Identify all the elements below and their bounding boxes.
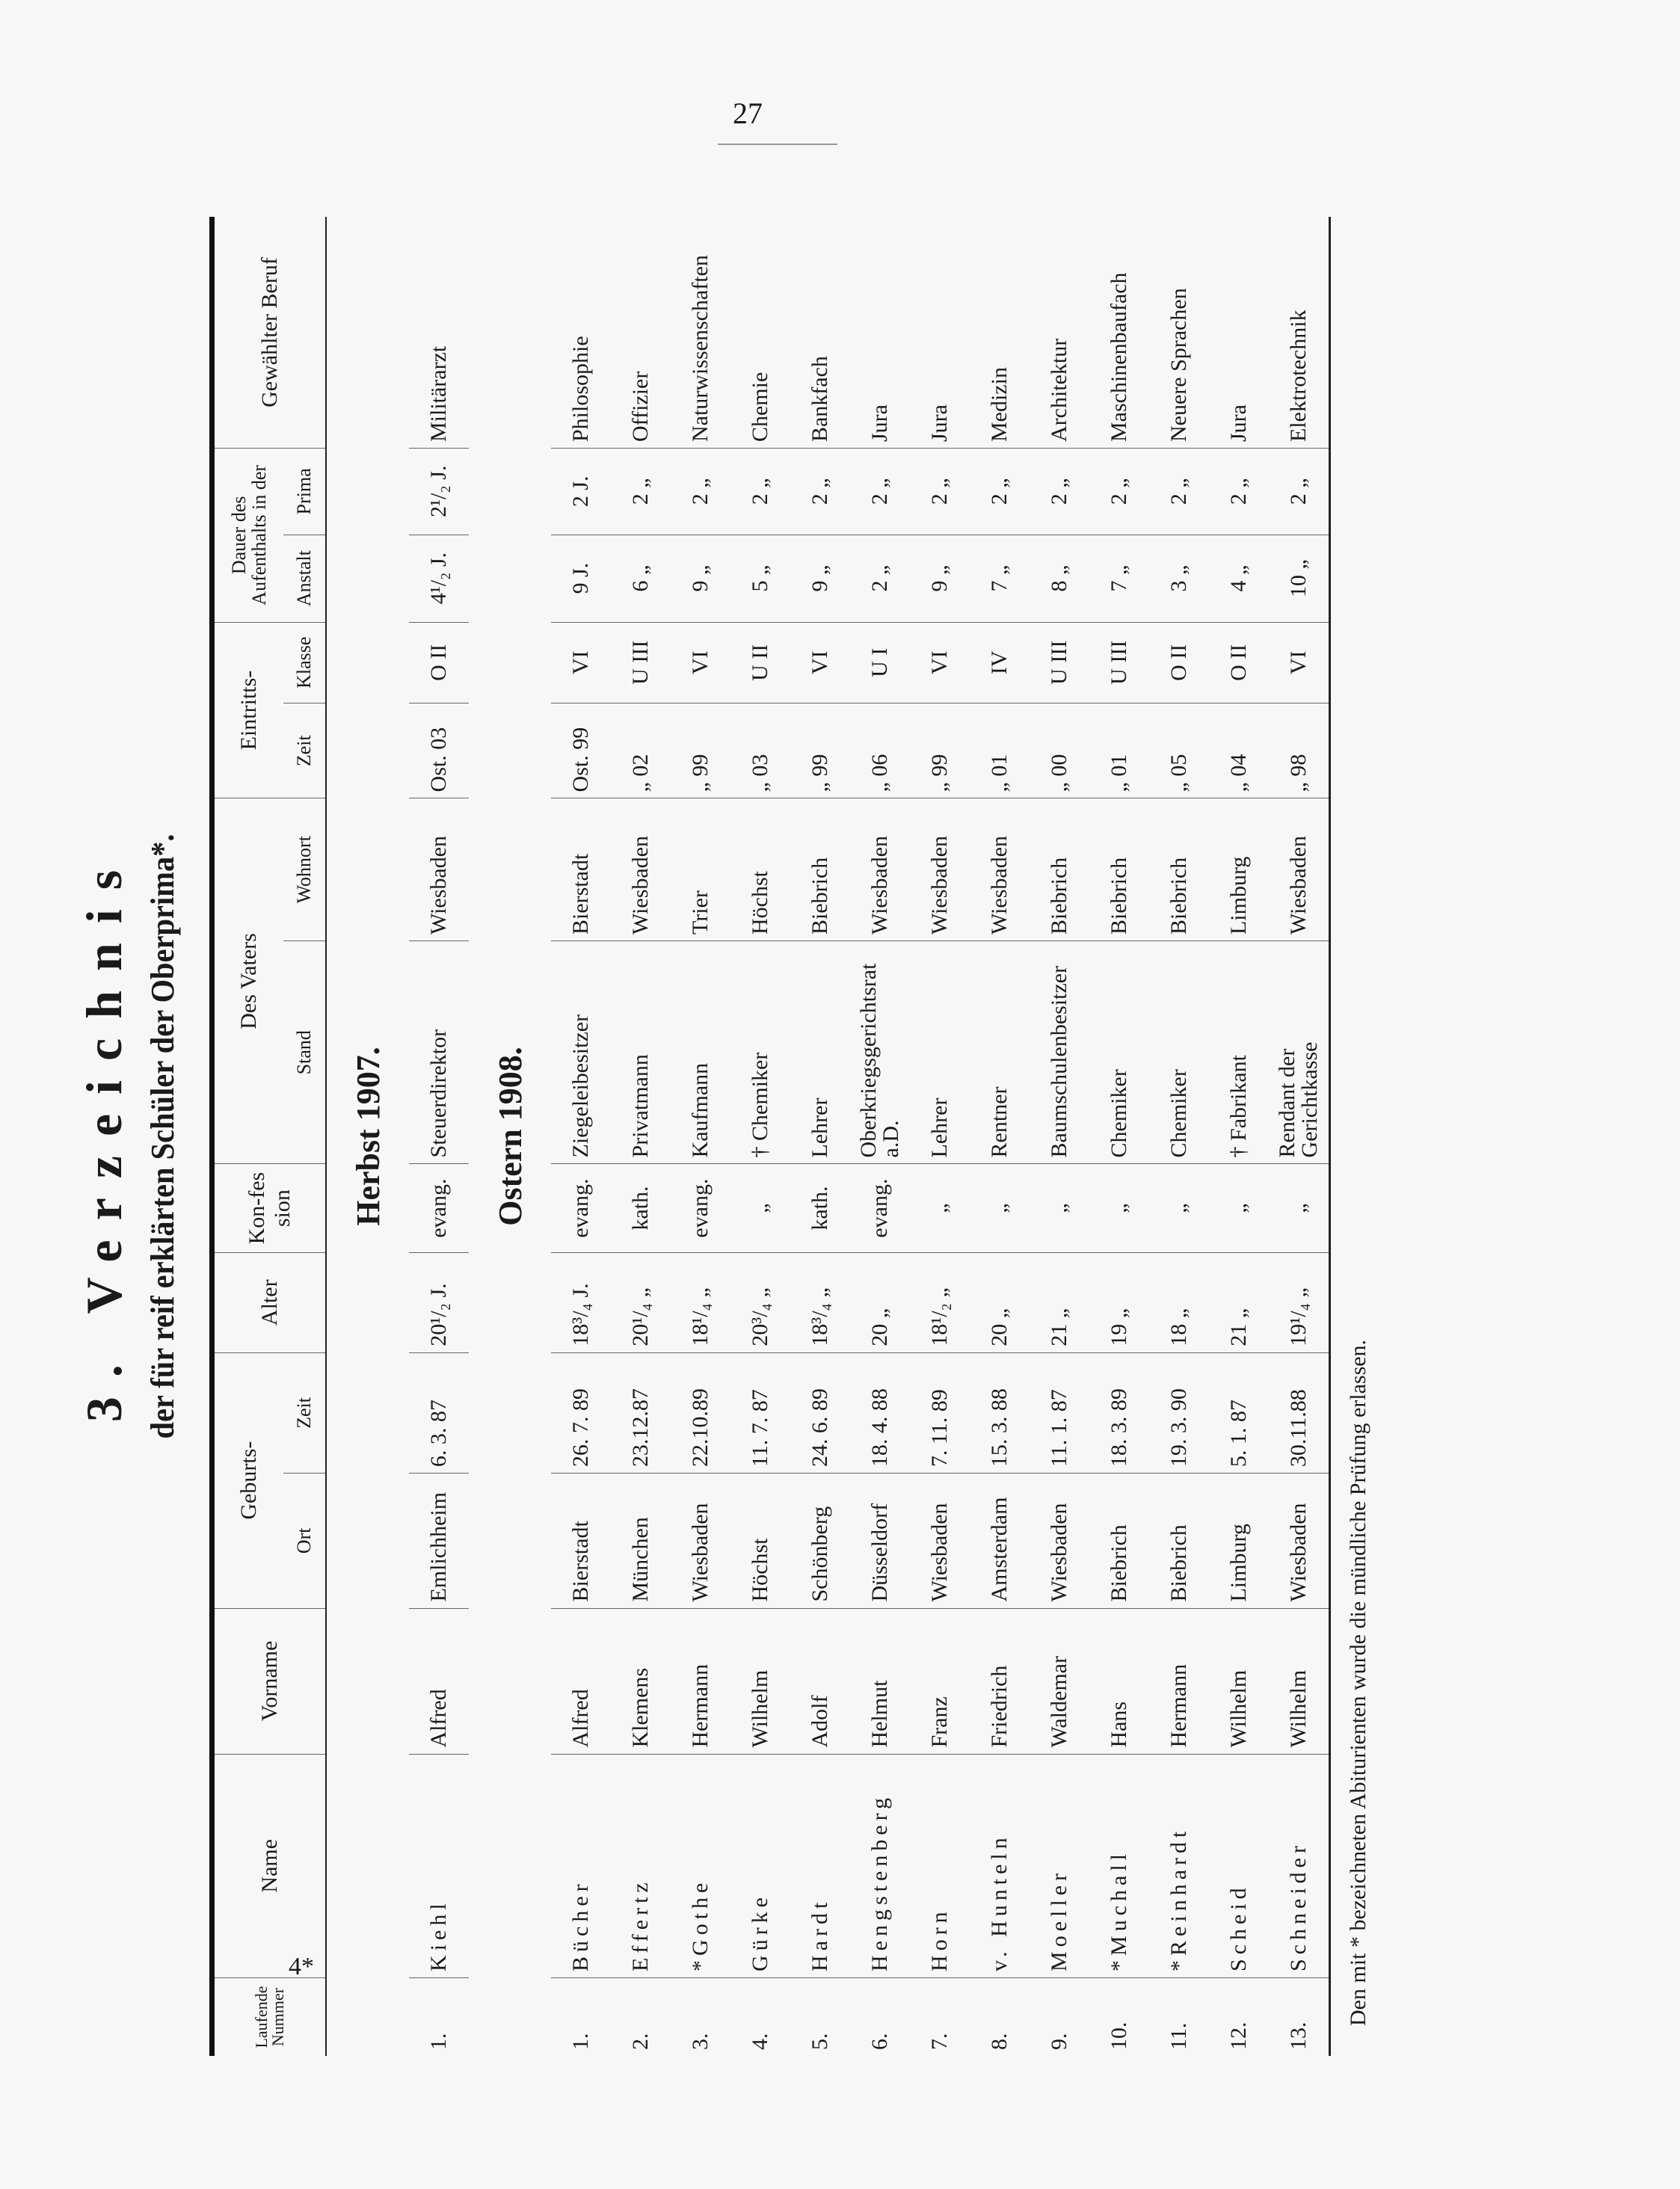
cell-konfession: evang. [409,1164,469,1252]
cell-vorname: Friedrich [970,1608,1030,1754]
cell-anstalt: 7 „ [970,535,1030,622]
cell-prima: 2 „ [611,449,671,535]
header-eintritt-zeit: Zeit [283,703,326,798]
table-row [1030,217,1089,2056]
graduates-table [209,217,1331,2056]
cell-ort: Wiesbaden [1269,1474,1330,1608]
cell-stand: Kaufmann [671,941,730,1164]
cell-alter: 20¹/₄ „ [611,1252,671,1352]
signature-mark: 4* [289,1953,314,1980]
table-row [1269,217,1330,2056]
cell-nr: 2. [628,2033,653,2050]
cell-beruf: Offizier [611,217,671,449]
cell-stand: Steuerdirektor [409,941,469,1164]
cell-wohnort: Biebrich [1030,798,1089,941]
cell-prima: 2 „ [1030,449,1089,535]
cell-eintritt-zeit: „ 01 [970,703,1030,798]
cell-wohnort: Wiesbaden [970,798,1030,941]
cell-anstalt: 8 „ [1030,535,1089,622]
cell-zeit: 7. 11. 89 [910,1352,970,1473]
cell-anstalt: 9 „ [671,535,730,622]
cell-beruf: Neuere Sprachen [1149,217,1209,449]
cell-klasse: VI [910,622,970,703]
cell-stand: Lehrer [910,941,970,1164]
table-row [730,217,790,2056]
table-row [910,217,970,2056]
header-alter: Alter [212,1252,327,1352]
cell-name: Moeller [1030,1754,1089,1977]
cell-vorname: Franz [910,1608,970,1754]
cell-nr: 11. [1166,2022,1191,2050]
cell-prima: 2 „ [910,449,970,535]
cell-zeit: 11. 1. 87 [1030,1352,1089,1473]
cell-ort: Limburg [1209,1474,1269,1608]
cell-ort: München [611,1474,671,1608]
cell-wohnort: Wiesbaden [611,798,671,941]
cell-konfession: kath. [790,1164,850,1252]
cell-eintritt-zeit: „ 99 [790,703,850,798]
header-konfession: Kon-fession [212,1164,327,1252]
cell-alter: 20 „ [850,1252,910,1352]
cell-prima: 2¹/₂ J. [409,449,469,535]
cell-alter: 20¹/₂ J. [409,1252,469,1352]
header-laufende-nummer: Laufende Nummer [252,1986,287,2048]
cell-prima: 2 „ [790,449,850,535]
cell-ort: Wiesbaden [671,1474,730,1608]
cell-nr: 12. [1226,2022,1251,2050]
cell-beruf: Jura [850,217,910,449]
cell-konfession: „ [1269,1164,1330,1252]
cell-beruf: Medizin [970,217,1030,449]
list-title: 3. Verzeichnis [76,850,132,1423]
cell-vorname: Wilhelm [730,1608,790,1754]
cell-anstalt: 4¹/₂ J. [409,535,469,622]
cell-vorname: Klemens [611,1608,671,1754]
cell-konfession: „ [1089,1164,1149,1252]
cell-stand: Ziegeleibesitzer [551,941,611,1164]
cell-beruf: Bankfach [790,217,850,449]
header-anstalt: Anstalt [283,535,326,622]
table-row [671,217,730,2056]
cell-stand: † Chemiker [730,941,790,1164]
cell-konfession: „ [910,1164,970,1252]
cell-zeit: 18. 3. 89 [1089,1352,1149,1473]
cell-zeit: 24. 6. 89 [790,1352,850,1473]
header-vorname: Vorname [212,1608,327,1754]
cell-vorname: Helmut [850,1608,910,1754]
cell-konfession: evang. [551,1164,611,1252]
cell-alter: 18³/₄ „ [790,1252,850,1352]
cell-vorname: Adolf [790,1608,850,1754]
header-klasse: Klasse [283,622,326,703]
cell-klasse: IV [970,622,1030,703]
cell-eintritt-zeit: „ 99 [671,703,730,798]
header-beruf: Gewählter Beruf [212,217,327,449]
cell-anstalt: 6 „ [611,535,671,622]
cell-ort: Bierstadt [551,1474,611,1608]
cell-klasse: O II [409,622,469,703]
header-geburts: Geburts- [212,1352,284,1608]
cell-name: Hardt [790,1754,850,1977]
cell-beruf: Jura [1209,217,1269,449]
cell-stand: Chemiker [1089,941,1149,1164]
cell-zeit: 11. 7. 87 [730,1352,790,1473]
table-row [1209,217,1269,2056]
table-row [850,217,910,2056]
cell-vorname: Hermann [1149,1608,1209,1754]
cell-klasse: U I [850,622,910,703]
cell-alter: 18³/₄ J. [551,1252,611,1352]
cell-beruf: Philosophie [551,217,611,449]
cell-anstalt: 3 „ [1149,535,1209,622]
cell-konfession: „ [970,1164,1030,1252]
cell-nr: 13. [1269,1977,1330,2056]
cell-konfession: „ [1030,1164,1089,1252]
cell-alter: 19 „ [1089,1252,1149,1352]
cell-name: *Muchall [1089,1754,1149,1977]
cell-alter: 21 „ [1209,1252,1269,1352]
cell-wohnort: Höchst [730,798,790,941]
cell-anstalt: 10 „ [1269,535,1330,622]
cell-name: Kiehl [409,1754,469,1977]
cell-wohnort: Limburg [1209,798,1269,941]
cell-eintritt-zeit: „ 01 [1089,703,1149,798]
table-row [1149,217,1209,2056]
cell-beruf: Architektur [1030,217,1089,449]
cell-klasse: O II [1149,622,1209,703]
cell-nr: 8. [987,2033,1012,2050]
list-subtitle: der für reif erklärten Schüler der Oberprima*. [144,834,181,1439]
cell-konfession: evang. [850,1164,910,1252]
cell-ort: Amsterdam [970,1474,1030,1608]
cell-klasse: U II [730,622,790,703]
cell-ort: Wiesbaden [910,1474,970,1608]
cell-eintritt-zeit: „ 98 [1269,703,1330,798]
cell-anstalt: 4 „ [1209,535,1269,622]
cell-ort: Düsseldorf [850,1474,910,1608]
cell-alter: 20³/₄ „ [730,1252,790,1352]
cell-alter: 20 „ [970,1252,1030,1352]
cell-nr: 10. [1107,2022,1131,2050]
cell-alter: 19¹/₄ „ [1269,1252,1330,1352]
cell-anstalt: 7 „ [1089,535,1149,622]
cell-beruf: Naturwissenschaften [671,217,730,449]
cell-vorname: Hermann [671,1608,730,1754]
cell-wohnort: Wiesbaden [850,798,910,941]
cell-beruf: Maschinenbaufach [1089,217,1149,449]
cell-wohnort: Wiesbaden [910,798,970,941]
cell-eintritt-zeit: „ 03 [730,703,790,798]
cell-klasse: U III [611,622,671,703]
cell-zeit: 30.11.88 [1269,1352,1330,1473]
cell-name: v. Hunteln [970,1754,1030,1977]
cell-name: Bücher [551,1754,611,1977]
rotated-table-sheet [75,217,1391,2056]
cell-zeit: 19. 3. 90 [1149,1352,1209,1473]
cell-eintritt-zeit: „ 00 [1030,703,1089,798]
cell-name: Scheid [1209,1754,1269,1977]
cell-zeit: 23.12.87 [611,1352,671,1473]
cell-prima: 2 J. [551,449,611,535]
cell-klasse: VI [671,622,730,703]
cell-klasse: U III [1030,622,1089,703]
cell-prima: 2 „ [1209,449,1269,535]
header-geburts-ort: Ort [283,1474,326,1608]
cell-nr: 3. [688,2033,713,2050]
cell-nr: 4. [748,2033,772,2050]
cell-vorname: Wilhelm [1209,1608,1269,1754]
cell-klasse: VI [1269,622,1330,703]
cell-ort: Schönberg [790,1474,850,1608]
cell-beruf: Militärarzt [409,217,469,449]
table-row [970,217,1030,2056]
page-number: 27 [733,96,763,130]
header-des-vaters: Des Vaters [212,798,284,1164]
cell-eintritt-zeit: „ 02 [611,703,671,798]
header-dauer: Dauer des Aufenthalts in der [212,449,284,623]
cell-wohnort: Trier [671,798,730,941]
cell-name: *Reinhardt [1149,1754,1209,1977]
header-prima: Prima [283,449,326,535]
cell-eintritt-zeit: „ 06 [850,703,910,798]
cell-vorname: Wilhelm [1269,1608,1330,1754]
header-eintritts: Eintritts- [212,622,284,798]
cell-eintritt-zeit: „ 04 [1209,703,1269,798]
cell-anstalt: 9 „ [790,535,850,622]
cell-ort: Emlichheim [409,1474,469,1608]
cell-nr: 6. [867,2033,892,2050]
table-row [790,217,850,2056]
cell-ort: Biebrich [1149,1474,1209,1608]
cell-prima: 2 „ [970,449,1030,535]
header-geburts-zeit: Zeit [283,1352,326,1473]
cell-stand: Baumschulenbesitzer [1030,941,1089,1164]
table-row [611,217,671,2056]
cell-wohnort: Wiesbaden [409,798,469,941]
footnote: Den mit * bezeichneten Abiturienten wurde die mündliche Prüfung erlassen. [1346,1339,1370,2026]
cell-eintritt-zeit: Ost. 03 [409,703,469,798]
cell-konfession: „ [1209,1164,1269,1252]
cell-anstalt: 9 „ [910,535,970,622]
cell-nr: 1. [568,2033,593,2050]
cell-stand: † Fabrikant [1209,941,1269,1164]
cell-prima: 2 „ [1149,449,1209,535]
cell-nr: 1. [426,2033,451,2050]
cell-wohnort: Biebrich [790,798,850,941]
cell-name: Effertz [611,1754,671,1977]
cell-stand: Privatmann [611,941,671,1164]
cell-nr: 5. [807,2033,832,2050]
cell-klasse: O II [1209,622,1269,703]
cell-zeit: 5. 1. 87 [1209,1352,1269,1473]
cell-ort: Wiesbaden [1030,1474,1089,1608]
cell-alter: 18¹/₂ „ [910,1252,970,1352]
cell-vorname: Alfred [551,1608,611,1754]
cell-beruf: Chemie [730,217,790,449]
cell-nr: 7. [927,2033,952,2050]
cell-anstalt: 5 „ [730,535,790,622]
cell-vorname: Waldemar [1030,1608,1089,1754]
cell-vorname: Hans [1089,1608,1149,1754]
cell-wohnort: Biebrich [1149,798,1209,941]
cell-zeit: 15. 3. 88 [970,1352,1030,1473]
table-row [1089,217,1149,2056]
header-stand: Stand [283,941,326,1164]
cell-ort: Höchst [730,1474,790,1608]
cell-beruf: Elektrotechnik [1269,217,1330,449]
cell-stand: Rendant der Gerichtkasse [1269,941,1330,1164]
cell-klasse: VI [790,622,850,703]
cell-anstalt: 9 J. [551,535,611,622]
cell-prima: 2 „ [1269,449,1330,535]
cell-eintritt-zeit: Ost. 99 [551,703,611,798]
cell-ort: Biebrich [1089,1474,1149,1608]
cell-alter: 18¹/₄ „ [671,1252,730,1352]
section-title: Herbst 1907. [349,1047,387,1226]
table-row [409,217,469,2056]
header-name: Name [212,1754,327,1977]
cell-konfession: evang. [671,1164,730,1252]
cell-zeit: 26. 7. 89 [551,1352,611,1473]
cell-name: Horn [910,1754,970,1977]
cell-zeit: 22.10.89 [671,1352,730,1473]
cell-prima: 2 „ [671,449,730,535]
cell-klasse: U III [1089,622,1149,703]
cell-anstalt: 2 „ [850,535,910,622]
cell-beruf: Jura [910,217,970,449]
cell-prima: 2 „ [1089,449,1149,535]
header-wohnort: Wohnort [283,798,326,941]
cell-name: Schneider [1269,1754,1330,1977]
cell-zeit: 18. 4. 88 [850,1352,910,1473]
cell-stand: Rentner [970,941,1030,1164]
cell-stand: Chemiker [1149,941,1209,1164]
cell-konfession: „ [730,1164,790,1252]
table-row [551,217,611,2056]
cell-wohnort: Bierstadt [551,798,611,941]
cell-wohnort: Wiesbaden [1269,798,1330,941]
cell-klasse: VI [551,622,611,703]
cell-nr: 9. [1047,2033,1071,2050]
cell-alter: 18 „ [1149,1252,1209,1352]
cell-eintritt-zeit: „ 99 [910,703,970,798]
cell-zeit: 6. 3. 87 [409,1352,469,1473]
cell-eintritt-zeit: „ 05 [1149,703,1209,798]
cell-prima: 2 „ [730,449,790,535]
cell-name: *Gothe [671,1754,730,1977]
cell-konfession: kath. [611,1164,671,1252]
cell-name: Gürke [730,1754,790,1977]
cell-name: Hengstenberg [850,1754,910,1977]
cell-alter: 21 „ [1030,1252,1089,1352]
cell-prima: 2 „ [850,449,910,535]
cell-stand: Lehrer [790,941,850,1164]
cell-wohnort: Biebrich [1089,798,1149,941]
section-title: Ostern 1908. [491,1047,529,1226]
cell-konfession: „ [1149,1164,1209,1252]
cell-vorname: Alfred [409,1608,469,1754]
page-number-rule [718,144,837,145]
cell-stand: Oberkriegsgerichtsrat a.D. [850,941,910,1164]
table-body [326,217,1330,2056]
